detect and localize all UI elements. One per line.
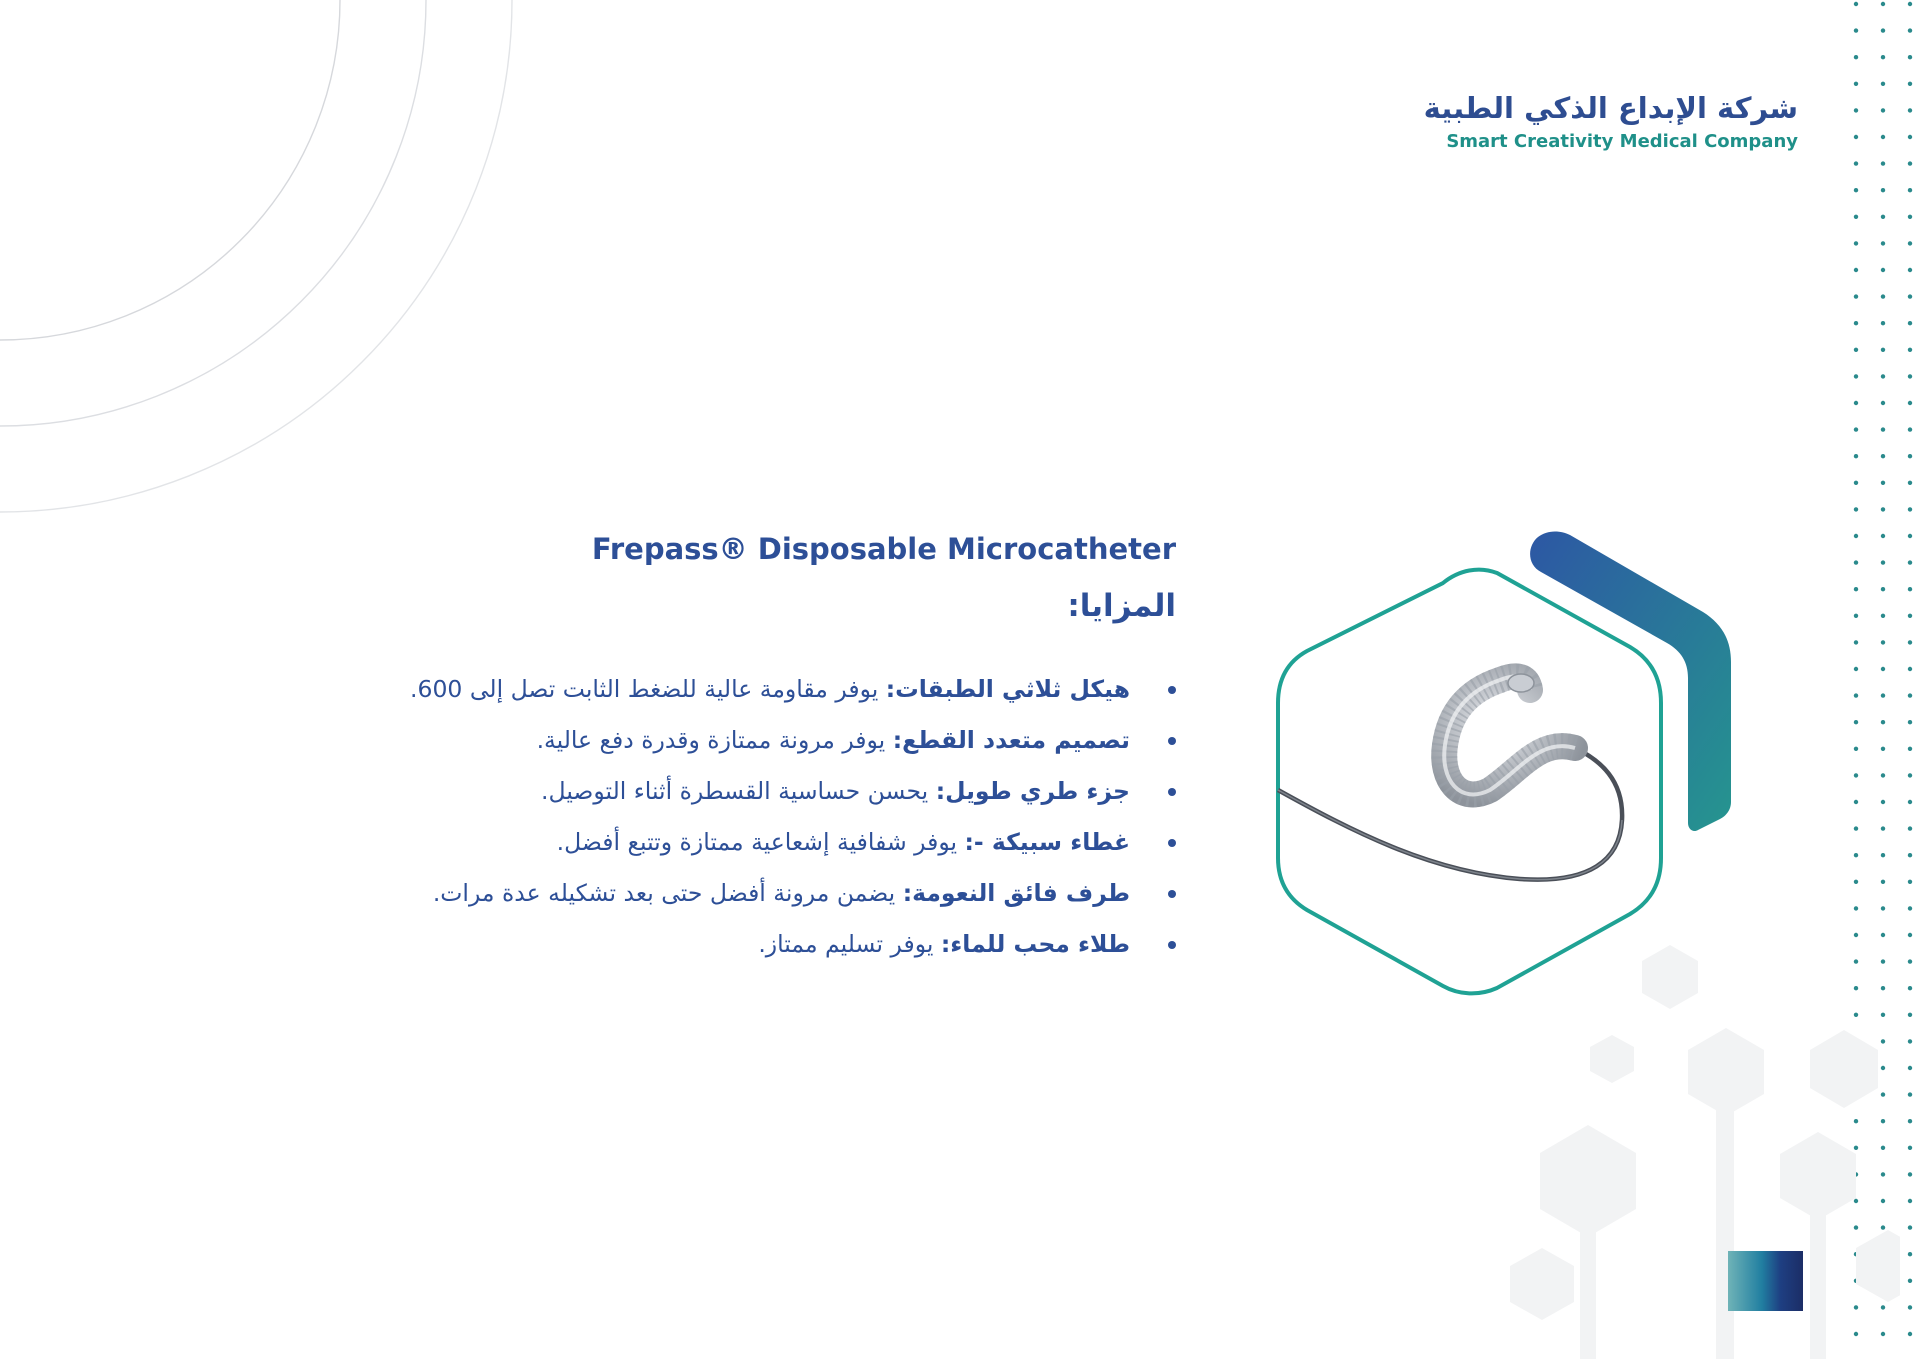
feature-text: يوفر مرونة ممتازة وقدرة دفع عالية. bbox=[536, 726, 893, 754]
feature-text: يوفر شفافية إشعاعية ممتازة وتتبع أفضل. bbox=[556, 828, 965, 856]
feature-title: غطاء سبيكة -: bbox=[964, 828, 1130, 856]
feature-title: هيكل ثلاثي الطبقات: bbox=[885, 675, 1130, 703]
list-item bbox=[276, 715, 1176, 766]
product-content bbox=[276, 528, 1176, 970]
features-heading: المزايا: bbox=[1067, 588, 1176, 624]
feature-text: يحسن حساسية القسطرة أثناء التوصيل. bbox=[541, 777, 936, 805]
feature-title: جزء طري طويل: bbox=[935, 777, 1130, 805]
feature-text: يوفر تسليم ممتاز. bbox=[758, 930, 941, 958]
feature-title: طرف فائق النعومة: bbox=[902, 879, 1130, 907]
product-title: Frepass® Disposable Microcatheter bbox=[591, 532, 1176, 566]
list-item bbox=[276, 868, 1176, 919]
feature-title: طلاء محب للماء: bbox=[940, 930, 1130, 958]
list-item bbox=[276, 766, 1176, 817]
list-item bbox=[276, 664, 1176, 715]
features-list bbox=[276, 664, 1176, 970]
company-logo bbox=[1424, 90, 1798, 154]
list-item bbox=[276, 817, 1176, 868]
company-name-arabic: شركة الإبداع الذكي الطبية bbox=[1423, 91, 1798, 125]
feature-text: يوفر مقاومة عالية للضغط الثابت تصل إلى 600. bbox=[410, 675, 886, 703]
hexagon-pattern-icon bbox=[1500, 920, 1900, 1359]
company-name-english: Smart Creativity Medical Company bbox=[1446, 131, 1798, 152]
list-item bbox=[276, 919, 1176, 970]
decor-arcs-icon bbox=[0, 0, 560, 530]
feature-title: تصميم متعدد القطع: bbox=[892, 726, 1130, 754]
gradient-square-icon bbox=[1728, 1251, 1803, 1311]
feature-text: يضمن مرونة أفضل حتى بعد تشكيله عدة مرات. bbox=[432, 879, 903, 907]
